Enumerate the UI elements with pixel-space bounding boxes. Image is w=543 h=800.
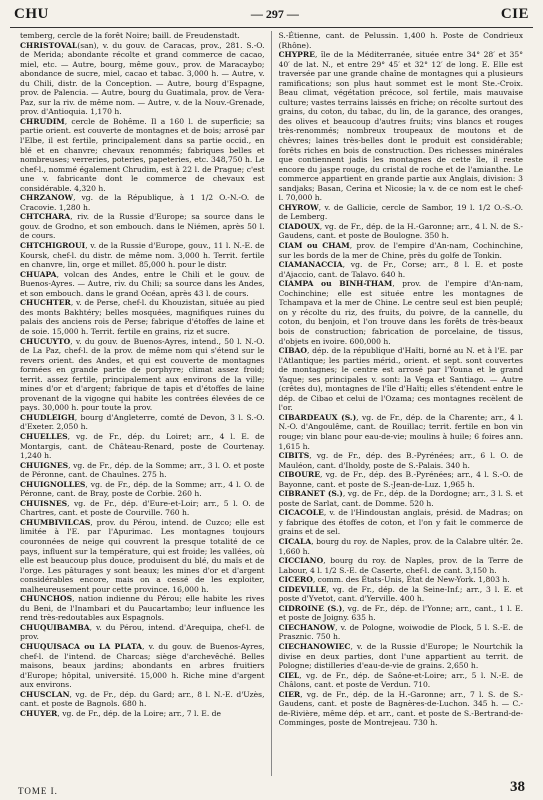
left-column [20,31,265,778]
entry-text: , vg. de Fr., dép. de la Seine-Inf.; arr., 3 l. E. et poste d'Yvetot, cant. d'Yerville. 400 h. [278,584,523,604]
entry-text: , île de la Méditerranée, située entre 34° 28′ et 35° 40′ de lat. N., et entre 29° 45′ et 32° 12′ de long. E. Elle est traversée par une grande chaîne de montagnes qui a plusieurs ramifications; son plus haut sommet est le mont Ste.-Croix. Beau climat, végétation précoce, sol fertile, mais mauvaise culture; vastes terrains laissés en friche; on récolte surtout des grains, du coton, du tabac, du lin, de la garance, des oranges, des olives et beaucoup d'autres fruits; vins blancs et rouges très-renommés; nombreux troupeaux de moutons et de chèvres; laines très-belles dont le produit est considérable; forêts riches en bois de construction. Des richesses minérales que contiennent jadis les montagnes de cette île, il reste encore du jaspe rouge, du cristal de roche et de l'amianthe. Le commerce appartient en grande partie aux Anglais, division: 3 sandjaks; Basan, Cerina et Nicosie; la v. de ce nom est le chef-l. 70,000 h. [278,50,523,203]
entry-text: , v. de Gallicie, cercle de Sambor, 19 l. 1/2 O.-S.-O. de Lemberg. [278,202,523,222]
dictionary-entry [20,212,265,241]
dictionary-entry [20,432,265,461]
entry-headword: CIER [278,689,301,699]
dictionary-entry [20,690,265,709]
dictionary-entry [20,480,265,499]
entry-text: , bourg du roy. de Naples, prov. de la Calabre ultér. 2e. 1,660 h. [278,536,523,556]
entry-headword: CHYPRE [278,50,315,60]
dictionary-entry [279,585,524,604]
dictionary-entry [279,222,524,241]
dictionary-entry [279,537,524,556]
dictionary-entry [20,31,265,41]
entry-text: , nation indienne du Pérou; elle habite les rives du Beni, de l'Inambari et du Paucartambo; leur influence les rend très-redoutables aux Espagnols. [20,594,265,623]
dictionary-entry [279,489,524,508]
dictionary-entry [279,690,524,728]
entry-text: , dép. de la république d'Haïti, borné au N. et à l'E. par l'Atlantique; les parties mérid., orient. et sept. sont couvertes de montagnes; le centre est arrosé par l'Youna et le grand Yaque; ses principales v. sont: la Vega et Santiago. — Autre (crêtes du), montagnes de l'île d'Haïti; elles s'étendent entre le dép. de Cibao et celui de l'Ozama; ces montagnes recèlent de l'or. [278,346,523,413]
entry-text: , comm. des États-Unis, État de New-York. 1,803 h. [312,575,510,585]
entry-headword: CIDEVILLE [278,584,327,594]
entry-text: , vg. de Fr., dép. du Loiret; arr., 4 l. E. de Montargis, cant. de Château-Renard, poste de Courtenay. 1,240 h. [20,431,265,461]
entry-headword: CIAMANACCIA [278,260,343,270]
entry-headword: CICALA [278,536,312,546]
entry-headword: CIAMPA ou BINH-THAM [278,279,393,289]
entry-headword: CHUSCLAN [20,689,70,699]
entry-headword: CHUMBIVILCAS [20,517,91,527]
dictionary-entry [20,270,265,299]
entry-headword: CIBOURE [278,470,320,480]
entry-headword: CICERO [278,575,313,585]
entry-text: , vg. de Fr., dép. de la Loire; arr., 7 l. E. de [57,708,221,718]
running-head-right: CIE [500,5,529,22]
dictionary-entry [279,203,524,222]
entry-headword: CIECHANOW [278,622,336,632]
dictionary-entry [279,671,524,690]
dictionary-entry [20,709,265,719]
entry-text: , vg. de Fr., dép. des B.-Pyrénées; arr., 6 l. O. de Mauléon, cant. d'Iholdy, poste de S.-Palais. 340 h. [278,451,523,470]
entry-text: , v. de Perse, chef-l. du Khouzistan, située au pied des monts Bakhtéry; belles mosquées, magnifiques ruines du palais des anciens rois de Perse; fabrique d'étoffes de laine et de soie. 15,000 h. Territ. fertile en grains, riz et sucre. [20,298,265,336]
right-column [279,31,524,778]
entry-headword: CIBAO [278,346,308,356]
dictionary-entry [20,337,265,413]
dictionary-entry [20,117,265,193]
entry-headword: CHTCHARA [20,212,71,222]
dictionary-entry [20,193,265,212]
entry-headword: CIECHANOWIEC [278,642,351,651]
entry-headword: CIBARDEAUX (S.) [278,412,357,422]
entry-text: , vg. de Fr., dép. de la Somme; arr., 3 l. O. et poste de Péronne, cant. de Chaulnes. 275 h. [20,460,265,480]
entry-headword: CHUISNES [20,498,68,508]
volume-label: TOME I. [18,786,58,796]
entry-headword: CIBITS [278,451,310,461]
entry-text: , v. du gouv. de Buenos-Ayres, chef-l. de l'intend. de Charcas; siège d'archevêché. Belles maisons, beaux jardins; abondants en arbres fruitiers d'Europe; hôpital, université. 15,000 h. Riche mine d'argent aux environs. [20,642,265,690]
entry-headword: CHYROW [278,202,319,212]
entry-text: , vg. de Fr., dép. d'Eure-et-Loir; arr., 5 l. O. de Chartres, cant. et poste de Courville. 760 h. [20,498,265,518]
entry-text: , bourg du roy. de Naples, prov. de la Terre de Labour, 4 l. 1/2 S.-E. de Caserte, chef-l. de cant. 3,150 h. [278,556,523,575]
header-rule [10,27,533,28]
entry-text: , v. du Pérou, intend. d'Arequipa, chef-l. de prov. [20,622,265,642]
entry-headword: CIADOUX [278,221,320,231]
dictionary-entry [279,470,524,489]
entry-text: , volcan des Andes, entre le Chili et le gouv. de Buenos-Ayres. — Autre, riv. du Chili; sa source dans les Andes, et son embouch. dans le grand Océan, après 43 l. de cours. [20,269,265,298]
entry-headword: CICCIANO [278,556,324,566]
dictionary-entry [279,241,524,260]
entry-headword: CHRISTOVAL [20,40,78,50]
page-number: — 297 — [250,6,299,21]
dictionary-entry [20,642,265,690]
entry-text: , vg. de Fr., dép. du Gard; arr., 8 l. N.-E. d'Uzès, cant. et poste de Bagnols. 680 h. [20,689,265,709]
page-header [14,4,529,24]
entry-text: , v. de l'Hindoustan anglais, présid. de Madras; on y fabrique des étoffes de coton, et l'on y fait le commerce de grains et de sel. [278,508,523,537]
dictionary-entry [279,31,524,50]
entry-headword: CIDROINE (S.) [278,603,343,613]
entry-text: , riv. de la Russie d'Europe; sa source dans le gouv. de Grodno, et son embouch. dans le Niémen, après 50 l. de cours. [20,212,265,241]
entry-text: , prov. de l'empire d'An-nam, Cochinchine; elle est située entre les montagnes de Tchampava et la mer de Chine. Le centre seul est bien peuplé; on y récolte du riz, des fruits, du poivre, de la cannelle, du coton, du benjoin, et l'on trouve dans les forêts de très-beaux bois de construction; fabrication de porcelaine, de tissus, d'objets en ivoire. 600,000 h. [278,279,523,346]
dictionary-entry [279,575,524,585]
dictionary-entry [279,642,524,671]
column-divider [271,31,272,776]
dictionary-entry [20,298,265,336]
dictionary-entry [279,346,524,413]
entry-text: , v. de la Russie d'Europe, gouv., 11 l. N.-E. de Koursk, chef-l. du distr. de même nom. 3,000 h. Territ. fertile en chanvre, lin, orge et millet. 85,000 h. pour le distr. [20,241,265,270]
entry-headword: CHUQUIBAMBA [20,622,90,632]
entry-text: , vg. de Fr., dép. de la H.-Garonne; arr., 4 l. N. de S.-Gaudens, cant. et poste de Boulogne. 350 h. [278,221,523,241]
entry-headword: CIEL [278,670,300,680]
entry-text: , bourg d'Angleterre, comté de Devon, 3 l. S.-O. d'Exeter. 2,050 h. [20,412,265,432]
dictionary-entry [20,41,265,117]
dictionary-entry [279,604,524,623]
dictionary-entry [279,451,524,470]
dictionary-entry [20,594,265,623]
entry-text: , prov. de l'empire d'An-nam, Cochinchine, sur les bords de la mer de Chine, près du golfe de Tonkin. [278,241,523,260]
entry-headword: CHRUDIM [20,116,65,126]
entry-text: temberg, cercle de la forêt Noire; baill. de Freudenstadt. [20,31,240,40]
entry-headword: CHTCHIGROUI [20,241,86,251]
entry-headword: CHUIGNOLLES [20,479,86,489]
entry-headword: CHUELLES [20,431,68,441]
entry-headword: CHUAPA [20,269,57,279]
entry-headword: CIBRANET (S.) [278,489,343,499]
entry-headword: CHUCHTER [20,298,71,308]
dictionary-entry [20,461,265,480]
dictionary-entry [279,260,524,279]
dictionary-entry [20,499,265,518]
entry-text: , v. de Pologne, woiwodie de Plock, 5 l. S.-E. de Prasznic. 750 h. [278,622,523,642]
entry-text: , vg. de Fr., dép. de la Dordogne; arr., 3 l. S. et poste de Sarlat, cant. de Domme. 520 h. [278,489,523,508]
entry-headword: CIAM ou CHAM [278,241,350,251]
entry-text: , vg. de Fr., dép. de la Somme; arr., 4 l. O. de Péronne, cant. de Bray, poste de Corbie. 260 h. [20,479,265,499]
entry-headword: CHUYER [20,708,58,718]
entry-headword: CHUDLEIGH [20,412,75,422]
entry-text: , vg. de la République, à 1 1/2 O.-N.-O. de Cracovie. 1,280 h. [20,193,265,212]
dictionary-entry [279,279,524,346]
dictionary-entry [279,413,524,451]
signature-number: 38 [510,779,525,795]
entry-text: , vg. de Fr., dép. de Saône-et-Loire; arr., 5 l. N.-E. de Châlons, cant. et poste de Verdun. 710. [278,670,523,690]
dictionary-entry [20,413,265,432]
entry-text: , prov. du Pérou, intend. de Cuzco; elle est limitée à l'E. par l'Apurimac. Les montagnes toujours couronnées de neige qui couvrent la presque totalité de ce pays, influent sur la température, qui est froide; les vallées, où elle est beaucoup plus douce, produisent du blé, du maïs et de l'orge. Les pâturages y sont beaux; les mines d'or et d'argent considérables encore, mais on a cessé de les exploiter, malheureusement pour cette province. 16,000 h. [20,517,265,594]
entry-text: , vg. de Fr., dép. de l'Yonne; arr., cant., 1 l. E. et poste de Joigny. 635 h. [278,603,523,623]
dictionary-entry [279,508,524,537]
page-footer [18,778,525,796]
running-head-left: CHU [14,5,49,22]
dictionary-entry [20,623,265,642]
entry-text: , vg. de Fr., Corse; arr., 8 l. E. et poste d'Ajaccio, cant. de Talavo. 640 h. [278,260,523,279]
dictionary-entry [279,623,524,642]
entry-text: , vg. de Fr., dép. de la Charente; arr., 4 l. N.-O. d'Angoulême, cant. de Rouillac; territ. fertile en bon vin rouge; vin blanc pour eau-de-vie; moulins à huile; 6 foires ann. 1,615 h. [278,412,523,451]
entry-headword: CHUIGNES [20,460,69,470]
entry-text: , v. de la Russie d'Europe; le Nourtchik la divise en deux parties, dont l'une appartient au territ. de Pologne; distilleries d'eau-de-vie de grains. 2,650 h. [278,642,523,671]
entry-headword: CHRZANOW [20,193,74,203]
entry-headword: CHUQUISACA ou LA PLATA [20,642,143,651]
entry-text: (san), v. du gouv. de Caracas, prov., 281. S.-O. de Merida; abondante récolte et grand commerce de cacao, miel, etc. — Autre, bourg, même gouv., prov. de Maracaybo; abondance de sucre, miel, cacao et tabac. 3,000 h. — Autre, v. du Chili, distr. de la Conception. — Autre, bourg d'Espagne, prov. de Palencia. — Autre, bourg du Guatimala, prov. de Vera-Paz, sur la riv. de même nom. — Autre, v. de la Nouv.-Grenade, prov. d'Antioquia. 1,170 h. [20,40,265,117]
entry-text: , vg. de Fr., dép. de la H.-Garonne; arr., 7 l. S. de S.-Gaudens, cant. et poste de Bagnères-de-Luchon. 345 h. — C.-de-Rivière, même dép. et arr., cant. et poste de S.-Bertrand-de-Comminges, poste de Montrejeau. 730 h. [278,689,523,728]
entry-headword: CICACOLE [278,508,324,518]
entry-headword: CHUCUYTO [20,336,71,346]
entry-text: , cercle de Bohême. Il a 160 l. de superficie; sa partie orient. est couverte de montagnes et de bois; arrosé par l'Elbe, il est fertile, principalement dans sa partie occid., en blé et en chanvre; chevaux renommés; fabriques belles et nombreuses; verreries, poteries, papeteries, etc. 348,750 h. Le chef-l., nommé également Chrudim, est à 22 l. de Prague; c'est une v. fabricante dont le commerce de chevaux est considérable. 4,320 h. [20,116,265,193]
entry-text: S.-Étienne, cant. de Pelussin. 1,400 h. Poste de Condrieux (Rhône). [278,31,523,50]
entry-text: , vg. de Fr., dép. des B.-Pyrénées; arr., 4 l. S.-O. de Bayonne, cant. et poste de S.-Jean-de-Luz. 1,965 h. [278,470,523,489]
entry-text: , v. du gouv. de Buenos-Ayres, intend., 50 l. N.-O. de La Paz, chef-l. de la prov. de même nom qui s'étend sur le revers orient. des Andes, et qui est couverte de montagnes formées en grande partie de porphyre; climat assez froid; territ. assez fertile, principalement aux environs de la ville; mines d'or et d'argent; fabrique de tapis et d'étoffes de laine provenant de la vigogne qui habite les contrées élevées de ce pays. 30,000 h. pour toute la prov. [20,336,265,413]
dictionary-entry [279,556,524,575]
dictionary-entry [20,241,265,270]
entry-headword: CHUNCHOS [20,594,73,604]
dictionary-entry [279,50,524,203]
dictionary-entry [20,518,265,594]
